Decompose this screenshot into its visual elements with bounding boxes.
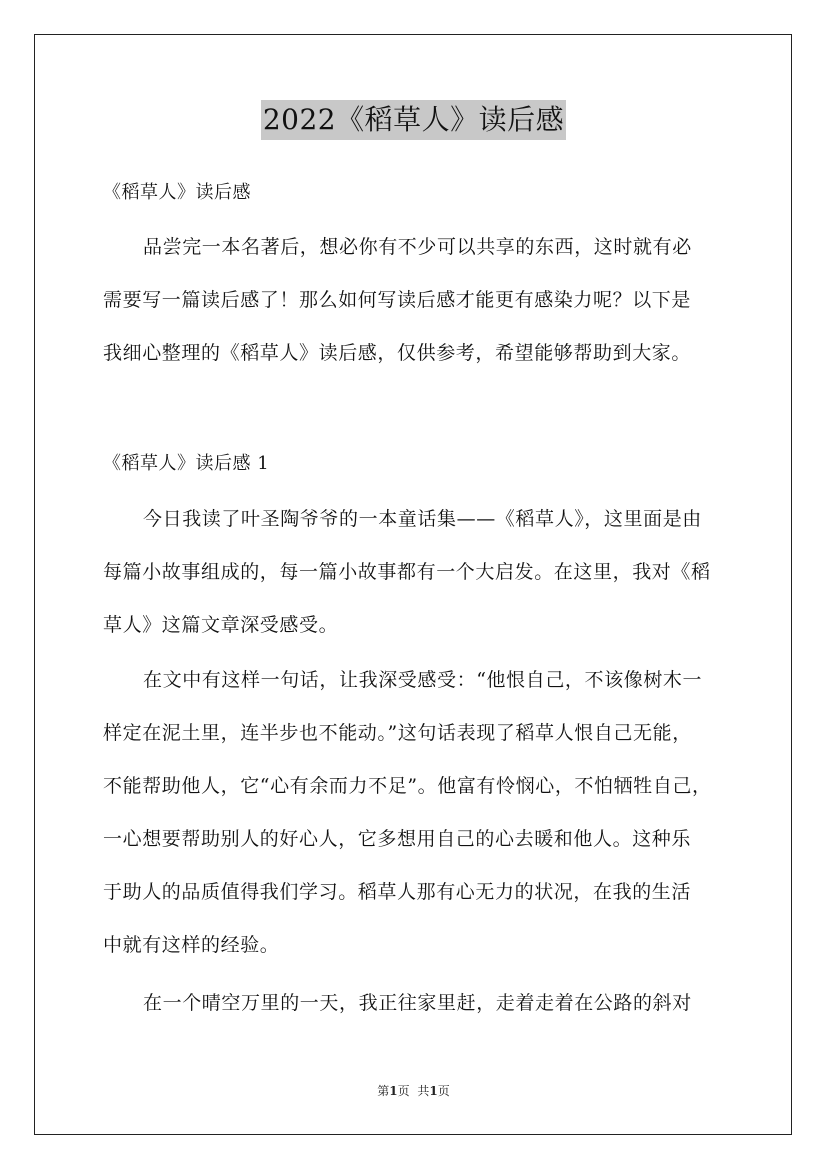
paragraph-line: 在一个晴空万里的一天，我正往家里赶，走着走着在公路的斜对	[143, 992, 692, 1014]
paragraph-line: 中就有这样的经验。	[103, 934, 280, 956]
footer-total-prefix: 共	[417, 1084, 430, 1098]
footer-page-suffix: 页	[397, 1084, 410, 1098]
page-title: 2022《稻草人》读后感	[261, 100, 566, 140]
paragraph-line: 草人》这篇文章深受感受。	[103, 614, 339, 636]
paragraph-line: 于助人的品质值得我们学习。稻草人那有心无力的状况，在我的生活	[103, 881, 692, 903]
paragraph-line: 需要写一篇读后感了！那么如何写读后感才能更有感染力呢？以下是	[103, 289, 692, 311]
section1-paragraph2	[103, 654, 728, 972]
page-footer	[0, 1083, 827, 1099]
section1-paragraph3	[103, 977, 728, 1030]
paragraph-line: 样定在泥土里，连半步也不能动。”这句话表现了稻草人恨自己无能，	[103, 722, 692, 744]
paragraph-line: 品尝完一本名著后，想必你有不少可以共享的东西，这时就有必	[143, 236, 692, 258]
intro-paragraph	[103, 221, 728, 380]
footer-page-number: 1	[389, 1084, 398, 1098]
paragraph-line: 一心想要帮助别人的好心人，它多想用自己的心去暖和他人。这种乐	[103, 828, 692, 850]
section-heading: 《稻草人》读后感 1	[103, 453, 270, 474]
section1-paragraph1	[103, 493, 728, 652]
footer-page-prefix: 第	[377, 1084, 390, 1098]
paragraph-line: 每篇小故事组成的，每一篇小故事都有一个大启发。在这里，我对《稻	[103, 561, 711, 583]
paragraph-line: 今日我读了叶圣陶爷爷的一本童话集——《稻草人》，这里面是由	[143, 508, 702, 530]
paragraph-line: 在文中有这样一句话，让我深受感受：“他恨自己，不该像树木一	[143, 669, 703, 691]
footer-total-number: 1	[429, 1084, 438, 1098]
title-container	[0, 100, 827, 140]
paragraph-line: 我细心整理的《稻草人》读后感，仅供参考，希望能够帮助到大家。	[103, 342, 692, 364]
subheading: 《稻草人》读后感	[103, 182, 251, 203]
footer-total-suffix: 页	[437, 1084, 450, 1098]
paragraph-line: 不能帮助他人，它“心有余而力不足”。他富有怜悯心，不怕牺牲自己，	[103, 775, 712, 797]
